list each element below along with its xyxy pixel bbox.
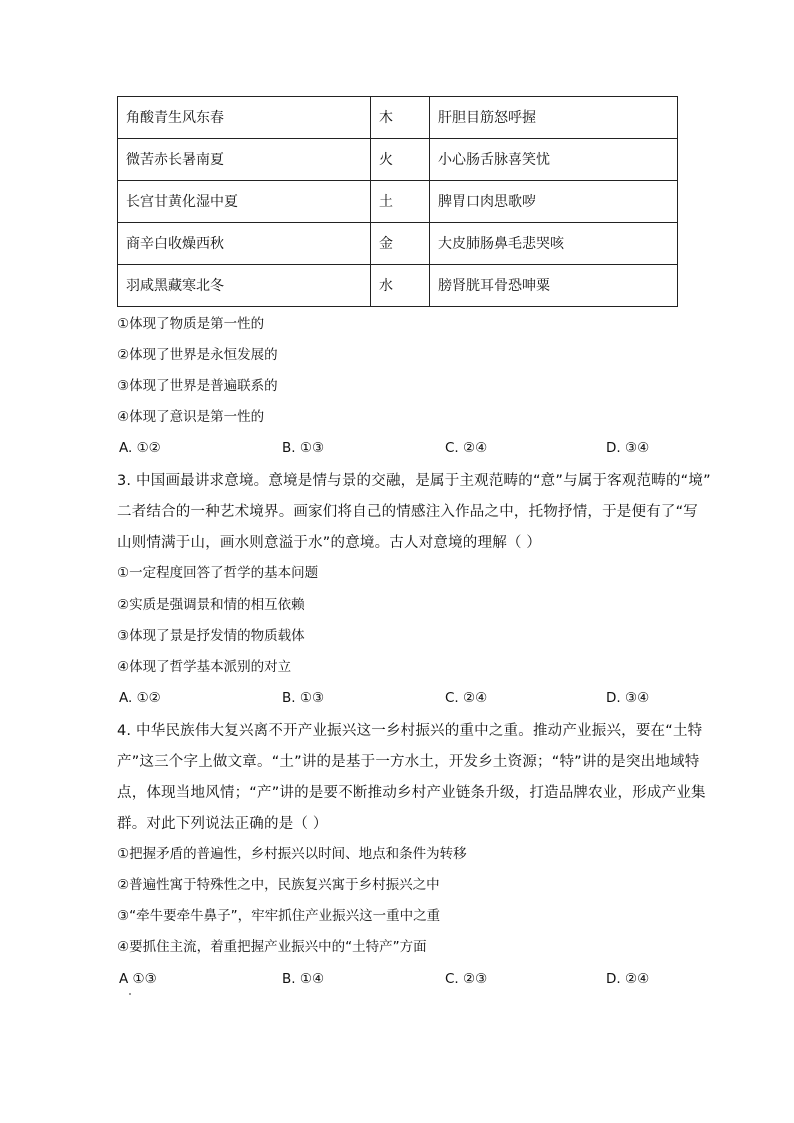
answer-option-a[interactable]: A. ①② [119, 440, 161, 456]
table-cell: 木 [371, 97, 430, 139]
stray-dot [129, 993, 131, 995]
table-cell: 商辛白收燥西秋 [118, 223, 371, 265]
table-row [118, 223, 678, 265]
table-cell: 水 [371, 265, 430, 307]
q3-statement: ①一定程度回答了哲学的基本问题 [117, 565, 319, 581]
q4-answer-options [0, 970, 794, 988]
answer-option-d[interactable]: D. ②④ [606, 971, 650, 987]
q4-stem-line: 4. 中华民族伟大复兴离不开产业振兴这一乡村振兴的重中之重。推动产业振兴，要在“土特 [117, 723, 703, 739]
table-row [118, 97, 678, 139]
q4-statement: ④要抓住主流，着重把握产业振兴中的“土特产”方面 [117, 939, 427, 955]
q4-statement: ②普遍性寓于特殊性之中，民族复兴寓于乡村振兴之中 [117, 877, 440, 893]
answer-option-c[interactable]: C. ②③ [445, 971, 488, 987]
table-cell: 羽咸黑藏寒北冬 [118, 265, 371, 307]
answer-option-a[interactable]: A ①③ [119, 971, 157, 987]
q3-statement: ③体现了景是抒发情的物质载体 [117, 628, 305, 644]
q4-stem-line: 点，体现当地风情；“产”讲的是要不断推动乡村产业链条升级，打造品牌农业，形成产业集 [117, 785, 706, 801]
table-cell: 角酸青生风东春 [118, 97, 371, 139]
answer-option-b[interactable]: B. ①③ [282, 440, 325, 456]
table-row [118, 265, 678, 307]
answer-option-a[interactable]: A. ①② [119, 690, 161, 706]
q2-statement: ②体现了世界是永恒发展的 [117, 347, 278, 363]
q3-answer-options [0, 689, 794, 707]
q4-statement: ③“牵牛要牵牛鼻子”，牢牢抓住产业振兴这一重中之重 [117, 908, 441, 924]
q2-statement: ④体现了意识是第一性的 [117, 409, 265, 425]
table-cell: 长宫甘黄化湿中夏 [118, 181, 371, 223]
table-cell: 火 [371, 139, 430, 181]
table-cell: 微苦赤长暑南夏 [118, 139, 371, 181]
q2-answer-options [0, 439, 794, 457]
table-cell: 土 [371, 181, 430, 223]
table-row [118, 139, 678, 181]
answer-option-c[interactable]: C. ②④ [445, 690, 488, 706]
q3-statement: ②实质是强调景和情的相互依赖 [117, 597, 305, 613]
answer-option-b[interactable]: B. ①③ [282, 690, 325, 706]
q4-stem-line: 产”这三个字上做文章。“土”讲的是基于一方水土，开发乡土资源；“特”讲的是突出地域特 [117, 754, 700, 770]
table-row [118, 181, 678, 223]
answer-option-c[interactable]: C. ②④ [445, 440, 488, 456]
q4-stem-line: 群。对此下列说法正确的是（ ） [117, 816, 328, 832]
table-cell: 膀肾胱耳骨恐呻粟 [430, 265, 678, 307]
table-cell: 金 [371, 223, 430, 265]
table-cell: 大皮肺肠鼻毛悲哭咳 [430, 223, 678, 265]
five-elements-table [117, 96, 678, 307]
q3-stem-line: 二者结合的一种艺术境界。画家们将自己的情感注入作品之中，托物抒情，于是便有了“写 [117, 504, 699, 520]
q3-stem-line: 山则情满于山，画水则意溢于水”的意境。古人对意境的理解（ ） [117, 535, 542, 551]
table-cell: 肝胆目筋怒呼握 [430, 97, 678, 139]
q4-statement: ①把握矛盾的普遍性，乡村振兴以时间、地点和条件为转移 [117, 846, 467, 862]
q2-statement: ①体现了物质是第一性的 [117, 316, 265, 332]
table-cell: 脾胃口肉思歌哕 [430, 181, 678, 223]
answer-option-b[interactable]: B. ①④ [282, 971, 325, 987]
q2-statement: ③体现了世界是普遍联系的 [117, 378, 278, 394]
answer-option-d[interactable]: D. ③④ [606, 440, 650, 456]
q3-stem-line: 3. 中国画最讲求意境。意境是情与景的交融，是属于主观范畴的“意”与属于客观范畴的“境” [117, 473, 711, 489]
q3-statement: ④体现了哲学基本派别的对立 [117, 659, 292, 675]
table-cell: 小心肠舌脉喜笑忧 [430, 139, 678, 181]
answer-option-d[interactable]: D. ③④ [606, 690, 650, 706]
